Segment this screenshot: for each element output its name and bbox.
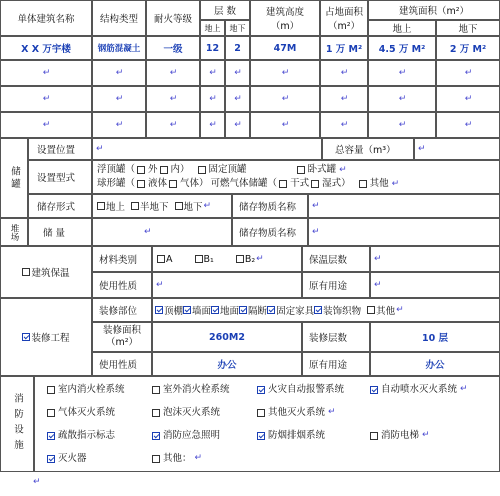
checkbox-horizontal-tank[interactable]	[297, 166, 305, 174]
facility-row-1: 室内消火栓系统 室外消火栓系统 火灾自动报警系统 自动喷水灭火系统 ↵	[47, 378, 468, 401]
class-b2-label: B₂	[244, 253, 256, 265]
checkbox-ceiling[interactable]	[155, 306, 163, 314]
yard-material-value[interactable]: ↵	[308, 218, 500, 246]
empty-cell[interactable]: ↵	[200, 86, 225, 112]
empty-cell[interactable]: ↵	[320, 86, 368, 112]
insulation-usage-label: 使用性质	[92, 272, 152, 298]
empty-cell[interactable]: ↵	[92, 86, 146, 112]
cell-floors-below: 2	[225, 36, 250, 60]
cell-land-area: 1 万 M²	[320, 36, 368, 60]
checkbox-wet[interactable]	[311, 180, 319, 188]
empty-cell[interactable]: ↵	[146, 60, 200, 86]
wall-label: 墙面	[192, 306, 212, 317]
checkbox-partition[interactable]	[239, 306, 247, 314]
checkbox-gas-extinguishing[interactable]	[47, 409, 55, 417]
tank-location-label: 设置位置	[28, 138, 92, 160]
empty-cell[interactable]: ↵	[250, 86, 320, 112]
header-fire-rating: 耐火等级	[146, 0, 200, 36]
underground-label: 地下	[183, 202, 203, 213]
section-yard: 堆场	[0, 218, 28, 246]
cell-structure-type: 钢筋混凝土	[92, 36, 146, 60]
decoration-parts-label: 装修部位	[92, 298, 152, 322]
header-floors-above: 地上	[200, 20, 225, 36]
ceiling-label: 顶棚	[164, 306, 184, 317]
checkbox-extinguisher[interactable]	[47, 455, 55, 463]
checkbox-class-a[interactable]	[157, 255, 165, 263]
checkbox-decoration[interactable]	[22, 333, 30, 341]
extinguisher-label: 灭火器	[58, 453, 87, 464]
floating-roof-tank-label: 浮顶罐（	[97, 164, 136, 175]
checkbox-evacuation-sign[interactable]	[47, 432, 55, 440]
empty-cell[interactable]: ↵	[436, 86, 500, 112]
empty-cell[interactable]: ↵	[436, 60, 500, 86]
empty-cell[interactable]: ↵	[320, 60, 368, 86]
other-extinguishing-label: 其他灭火系统	[268, 407, 326, 418]
insulation-label: 建筑保温	[31, 268, 70, 279]
facility-row-4: 灭火器 其他： ↵	[47, 447, 202, 470]
liquid-label: 液体	[148, 178, 168, 189]
dry-label: 干式	[290, 178, 310, 189]
class-a-label: A	[166, 253, 173, 265]
tank-capacity-label: 总容量（m³）	[322, 138, 414, 160]
empty-cell[interactable]: ↵	[0, 86, 92, 112]
checkbox-above-ground[interactable]	[97, 202, 105, 210]
decoration-original-usage-value[interactable]: 办公	[370, 352, 500, 376]
gas-label: 气体）	[180, 178, 209, 189]
empty-cell[interactable]: ↵	[200, 60, 225, 86]
wet-label: 湿式）	[322, 178, 351, 189]
section-fire-facilities: 消防设施	[0, 376, 34, 472]
empty-cell[interactable]: ↵	[92, 112, 146, 138]
decoration-floors-value[interactable]: 10 层	[370, 322, 500, 352]
checkbox-outer[interactable]	[137, 166, 145, 174]
decoration-original-usage-label: 原有用途	[302, 352, 370, 376]
cell-building-name: X X 万宇楼	[0, 36, 92, 60]
sprinkler-label: 自动喷水灭火系统	[381, 384, 458, 395]
empty-cell[interactable]: ↵	[368, 86, 436, 112]
semi-underground-label: 半地下	[140, 202, 169, 213]
checkbox-fixed-roof-tank[interactable]	[198, 166, 206, 174]
cell-area-above: 4.5 万 M²	[368, 36, 436, 60]
tank-type-line-1: 浮顶罐（ 外 内） 固定顶罐 卧式罐 ↵	[97, 164, 347, 175]
storage-form-options: 地上 半地下 地下 ↵	[92, 194, 232, 218]
class-b1-label: B₁	[203, 253, 214, 265]
header-area-above: 地上	[368, 20, 436, 36]
checkbox-fixed-furniture[interactable]	[267, 306, 275, 314]
empty-cell[interactable]: ↵	[225, 86, 250, 112]
checkbox-decorative-fabric[interactable]	[314, 306, 322, 314]
checkbox-insulation[interactable]	[22, 268, 30, 276]
tank-type-line-2: 球形罐（ 液体 气体） 可燃气体储罐（ 干式 湿式） 其他 ↵	[97, 178, 400, 189]
facility-row-3: 疏散指示标志 消防应急照明 防烟排烟系统 消防电梯 ↵	[47, 424, 430, 447]
empty-cell[interactable]: ↵	[320, 112, 368, 138]
outdoor-hydrant-label: 室外消火栓系统	[163, 384, 230, 395]
material-type-label: 材料类别	[92, 246, 152, 272]
checkbox-floor[interactable]	[211, 306, 219, 314]
checkbox-semi-underground[interactable]	[131, 202, 139, 210]
cell-fire-rating: 一级	[146, 36, 200, 60]
indoor-hydrant-label: 室内消火栓系统	[58, 384, 125, 395]
foam-extinguishing-label: 泡沫灭火系统	[163, 407, 221, 418]
gas-extinguishing-label: 气体灭火系统	[58, 407, 116, 418]
checkbox-smoke-control[interactable]	[257, 432, 265, 440]
header-floors-below: 地下	[225, 20, 250, 36]
facility-row-2: 气体灭火系统 泡沫灭火系统 其他灭火系统 ↵	[47, 401, 336, 424]
checkbox-class-b2[interactable]	[236, 255, 244, 263]
fixed-furniture-label: 固定家具	[276, 306, 315, 317]
header-building-area: 建筑面积（m²）	[368, 0, 500, 20]
tank-location-value[interactable]: ↵	[92, 138, 322, 160]
smoke-control-label: 防烟排烟系统	[268, 430, 326, 441]
empty-cell[interactable]: ↵	[436, 112, 500, 138]
fire-elevator-label: 消防电梯	[381, 430, 420, 441]
checkbox-outdoor-hydrant[interactable]	[152, 386, 160, 394]
yard-material-label: 储存物质名称	[232, 218, 308, 246]
inner-label: 内）	[170, 164, 190, 175]
checkbox-dry[interactable]	[279, 180, 287, 188]
spherical-tank-label: 球形罐（	[97, 178, 136, 189]
checkbox-gas[interactable]	[169, 180, 177, 188]
cell-height: 47M	[250, 36, 320, 60]
tank-capacity-value[interactable]: ↵	[414, 138, 500, 160]
fire-facilities-options	[34, 376, 500, 472]
flammable-gas-tank-label: 可燃气体储罐（	[210, 178, 278, 189]
decorative-fabric-label: 装饰织物	[323, 306, 362, 317]
fire-alarm-label: 火灾自动报警系统	[268, 384, 345, 395]
decoration-area-value[interactable]: 260M2	[152, 322, 302, 352]
checkbox-emergency-lighting[interactable]	[152, 432, 160, 440]
checkbox-liquid[interactable]	[137, 180, 145, 188]
empty-cell[interactable]: ↵	[146, 112, 200, 138]
empty-cell[interactable]: ↵	[0, 60, 92, 86]
decoration-label-cell	[0, 298, 92, 376]
header-building-name: 单体建筑名称	[0, 0, 92, 36]
decoration-floors-label: 装修层数	[302, 322, 370, 352]
empty-cell[interactable]: ↵	[250, 60, 320, 86]
insulation-original-usage-label: 原有用途	[302, 272, 370, 298]
checkbox-other-tank[interactable]	[359, 180, 367, 188]
insulation-layers-label: 保温层数	[302, 246, 370, 272]
empty-cell[interactable]: ↵	[225, 60, 250, 86]
floor-label: 地面	[220, 306, 240, 317]
empty-cell[interactable]: ↵	[200, 112, 225, 138]
above-ground-label: 地上	[106, 202, 126, 213]
decoration-parts-options: 顶棚 墙面 地面 隔断 固定家具 装饰织物 其他 ↵	[152, 298, 500, 322]
checkbox-inner[interactable]	[160, 166, 168, 174]
empty-cell[interactable]: ↵	[368, 60, 436, 86]
checkbox-other-facility[interactable]	[152, 455, 160, 463]
insulation-original-usage-value[interactable]: ↵	[370, 272, 500, 298]
section-storage-tank: 储罐	[0, 138, 28, 218]
yard-volume-label: 储 量	[28, 218, 92, 246]
header-floors: 层 数	[200, 0, 250, 20]
empty-cell[interactable]: ↵	[0, 112, 92, 138]
checkbox-wall[interactable]	[183, 306, 191, 314]
checkbox-foam-extinguishing[interactable]	[152, 409, 160, 417]
checkbox-fire-elevator[interactable]	[370, 432, 378, 440]
decoration-label: 装修工程	[31, 333, 70, 344]
horizontal-tank-label: 卧式罐	[307, 164, 337, 175]
insulation-layers-value[interactable]: ↵	[370, 246, 500, 272]
fixed-roof-tank-label: 固定顶罐	[208, 164, 247, 175]
checkbox-sprinkler[interactable]	[370, 386, 378, 394]
header-area-below: 地下	[436, 20, 500, 36]
empty-cell[interactable]: ↵	[146, 86, 200, 112]
tank-material-value[interactable]: ↵	[308, 194, 500, 218]
empty-cell[interactable]: ↵	[250, 112, 320, 138]
header-height: 建筑高度（m）	[250, 0, 320, 36]
empty-cell[interactable]: ↵	[92, 60, 146, 86]
decoration-area-label: 装修面积（m²）	[92, 322, 152, 352]
empty-cell[interactable]: ↵	[368, 112, 436, 138]
checkbox-fire-alarm[interactable]	[257, 386, 265, 394]
tank-type-options	[92, 160, 500, 194]
evacuation-sign-label: 疏散指示标志	[58, 430, 116, 441]
checkbox-underground[interactable]	[175, 202, 183, 210]
header-land-area: 占地面积（m²）	[320, 0, 368, 36]
insulation-label-cell	[0, 246, 92, 298]
emergency-lighting-label: 消防应急照明	[163, 430, 221, 441]
other-part-label: 其他	[376, 306, 396, 317]
partition-label: 隔断	[248, 306, 268, 317]
other-tank-label: 其他	[369, 178, 389, 189]
cell-floors-above: 12	[200, 36, 225, 60]
checkbox-other-part[interactable]	[367, 306, 375, 314]
decoration-usage-label: 使用性质	[92, 352, 152, 376]
outer-label: 外	[148, 164, 158, 175]
other-facility-label: 其他：	[163, 453, 192, 464]
checkbox-other-extinguishing[interactable]	[257, 409, 265, 417]
checkbox-class-b1[interactable]	[195, 255, 203, 263]
checkbox-indoor-hydrant[interactable]	[47, 386, 55, 394]
trailing-return-mark: ↵	[33, 477, 41, 487]
storage-form-label: 储存形式	[28, 194, 92, 218]
tank-type-label: 设置型式	[28, 160, 92, 194]
material-class-options: A B₁ B₂ ↵	[152, 246, 302, 272]
yard-volume-value[interactable]: ↵	[92, 218, 232, 246]
tank-material-label: 储存物质名称	[232, 194, 308, 218]
insulation-usage-value[interactable]: ↵	[152, 272, 302, 298]
decoration-usage-value[interactable]: 办公	[152, 352, 302, 376]
empty-cell[interactable]: ↵	[225, 112, 250, 138]
header-structure-type: 结构类型	[92, 0, 146, 36]
cell-area-below: 2 万 M²	[436, 36, 500, 60]
